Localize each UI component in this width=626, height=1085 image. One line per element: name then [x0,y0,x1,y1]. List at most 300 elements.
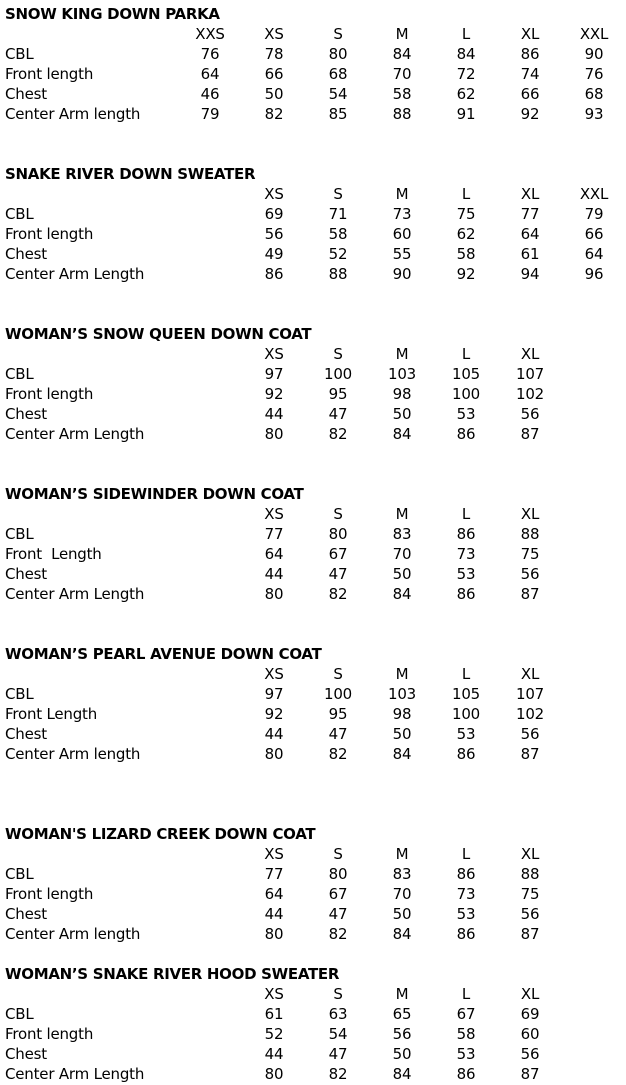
measurement-value: 103 [387,365,417,383]
measurement-value: 53 [456,1045,476,1063]
size-header-cell: XS [264,345,284,363]
measurement-value: 55 [392,245,412,263]
empty-cell [562,724,626,744]
empty-cell [562,584,626,604]
measurement-value: 84 [392,745,412,763]
measurement-row [5,544,626,564]
empty-cell [562,924,626,944]
size-header-cell: XL [520,185,540,203]
size-table [5,664,626,764]
empty-cell [178,424,242,444]
measurement-value: 105 [451,365,481,383]
size-header-cell: L [461,25,471,43]
size-header-cell: M [395,25,409,43]
size-chart-sections [5,4,626,1084]
empty-cell [178,1004,242,1024]
measurement-value: 53 [456,405,476,423]
section-title: SNOW KING DOWN PARKA [5,5,220,23]
measurement-value: 44 [264,905,284,923]
size-header-row [5,664,626,684]
measurement-value: 86 [456,525,476,543]
size-header-cell: XL [520,345,540,363]
measurement-value: 52 [328,245,348,263]
measurement-label: Chest [5,405,47,423]
measurement-value: 92 [520,105,540,123]
measurement-value: 56 [520,565,540,583]
measurement-value: 56 [520,1045,540,1063]
measurement-value: 92 [456,265,476,283]
measurement-value: 100 [451,705,481,723]
measurement-value: 82 [328,925,348,943]
measurement-value: 67 [456,1005,476,1023]
empty-cell [178,684,242,704]
size-chart-section [5,324,626,444]
measurement-value: 84 [392,925,412,943]
empty-cell [562,1044,626,1064]
measurement-row [5,564,626,584]
measurement-value: 47 [328,905,348,923]
measurement-value: 86 [456,425,476,443]
empty-cell [178,1064,242,1084]
empty-cell [178,884,242,904]
measurement-value: 67 [328,545,348,563]
measurement-value: 77 [264,865,284,883]
measurement-value: 80 [264,585,284,603]
size-header-cell: M [395,185,409,203]
empty-cell [178,844,242,864]
measurement-row [5,104,626,124]
size-header-cell: L [461,345,471,363]
measurement-row [5,384,626,404]
empty-cell [5,664,178,684]
measurement-label: Front Length [5,545,102,563]
empty-cell [562,664,626,684]
measurement-value: 69 [264,205,284,223]
measurement-label: Front length [5,1025,94,1043]
measurement-label: CBL [5,205,34,223]
size-header-cell: XXL [579,185,609,203]
empty-cell [178,564,242,584]
empty-cell [178,1044,242,1064]
measurement-value: 93 [584,105,604,123]
size-header-row [5,184,626,204]
size-header-cell: XL [520,25,540,43]
size-header-cell: M [395,345,409,363]
measurement-row [5,884,626,904]
size-header-row [5,344,626,364]
measurement-row [5,84,626,104]
size-header-cell: S [333,185,343,203]
empty-cell [178,224,242,244]
measurement-value: 58 [392,85,412,103]
empty-cell [562,844,626,864]
measurement-value: 61 [264,1005,284,1023]
measurement-value: 100 [323,685,353,703]
empty-cell [178,504,242,524]
size-header-cell: S [333,345,343,363]
measurement-label: Center Arm Length [5,265,145,283]
measurement-value: 56 [520,725,540,743]
size-header-cell: M [395,665,409,683]
measurement-value: 95 [328,385,348,403]
empty-cell [178,724,242,744]
measurement-value: 82 [328,425,348,443]
empty-cell [562,884,626,904]
size-header-cell: XL [520,665,540,683]
empty-cell [178,524,242,544]
measurement-row [5,1064,626,1084]
measurement-value: 80 [264,1065,284,1083]
measurement-value: 53 [456,905,476,923]
measurement-row [5,264,626,284]
measurement-value: 83 [392,525,412,543]
measurement-value: 73 [392,205,412,223]
measurement-value: 71 [328,205,348,223]
size-header-cell: L [461,985,471,1003]
size-chart-section [5,964,626,1084]
measurement-value: 88 [392,105,412,123]
empty-cell [178,204,242,224]
measurement-value: 75 [456,205,476,223]
empty-cell [562,1064,626,1084]
measurement-row [5,924,626,944]
measurement-value: 83 [392,865,412,883]
measurement-row [5,224,626,244]
measurement-value: 84 [392,585,412,603]
measurement-value: 74 [520,65,540,83]
empty-cell [178,864,242,884]
size-header-cell: S [333,665,343,683]
measurement-value: 44 [264,565,284,583]
size-header-cell: XXS [195,25,225,43]
empty-cell [178,404,242,424]
measurement-value: 86 [456,925,476,943]
empty-cell [562,1024,626,1044]
size-table [5,344,626,444]
measurement-value: 94 [520,265,540,283]
measurement-value: 82 [328,585,348,603]
empty-cell [178,924,242,944]
measurement-label: CBL [5,365,34,383]
measurement-value: 56 [264,225,284,243]
empty-cell [562,544,626,564]
measurement-value: 84 [392,425,412,443]
measurement-value: 68 [584,85,604,103]
measurement-value: 63 [328,1005,348,1023]
measurement-value: 105 [451,685,481,703]
section-title: WOMAN'S LIZARD CREEK DOWN COAT [5,825,316,843]
measurement-label: Center Arm Length [5,1065,145,1083]
measurement-value: 80 [328,865,348,883]
measurement-value: 66 [584,225,604,243]
measurement-label: Center Arm length [5,745,141,763]
size-header-cell: L [461,845,471,863]
measurement-value: 100 [451,385,481,403]
measurement-value: 70 [392,885,412,903]
measurement-value: 92 [264,385,284,403]
empty-cell [5,184,178,204]
size-header-cell: S [333,505,343,523]
measurement-value: 73 [456,885,476,903]
measurement-value: 47 [328,405,348,423]
empty-cell [562,904,626,924]
size-header-cell: M [395,985,409,1003]
measurement-label: Center Arm Length [5,425,145,443]
measurement-value: 70 [392,545,412,563]
measurement-row [5,204,626,224]
measurement-value: 80 [264,425,284,443]
measurement-value: 64 [200,65,220,83]
empty-cell [562,404,626,424]
measurement-value: 87 [520,425,540,443]
measurement-value: 80 [328,525,348,543]
size-header-cell: L [461,505,471,523]
measurement-value: 54 [328,85,348,103]
measurement-row [5,64,626,84]
measurement-value: 69 [520,1005,540,1023]
measurement-value: 73 [456,545,476,563]
measurement-value: 44 [264,405,284,423]
measurement-value: 79 [584,205,604,223]
size-header-cell: S [333,845,343,863]
size-header-row [5,984,626,1004]
measurement-value: 97 [264,685,284,703]
size-header-cell: XS [264,665,284,683]
section-title: WOMAN’S SIDEWINDER DOWN COAT [5,485,304,503]
empty-cell [562,984,626,1004]
measurement-value: 92 [264,705,284,723]
measurement-value: 86 [456,865,476,883]
measurement-value: 98 [392,705,412,723]
size-header-cell: XL [520,985,540,1003]
measurement-value: 80 [328,45,348,63]
measurement-value: 60 [520,1025,540,1043]
measurement-label: Chest [5,725,47,743]
measurement-value: 44 [264,725,284,743]
measurement-row [5,244,626,264]
measurement-row [5,724,626,744]
measurement-value: 54 [328,1025,348,1043]
empty-cell [5,984,178,1004]
measurement-value: 52 [264,1025,284,1043]
size-header-cell: XS [264,185,284,203]
size-table [5,844,626,944]
measurement-value: 107 [515,365,545,383]
measurement-value: 84 [392,1065,412,1083]
section-title: SNAKE RIVER DOWN SWEATER [5,165,256,183]
size-header-cell: XL [520,505,540,523]
empty-cell [178,264,242,284]
measurement-value: 64 [520,225,540,243]
measurement-value: 64 [264,885,284,903]
measurement-value: 72 [456,65,476,83]
measurement-value: 56 [520,905,540,923]
measurement-value: 64 [584,245,604,263]
measurement-value: 50 [392,905,412,923]
measurement-value: 96 [584,265,604,283]
measurement-row [5,44,626,64]
measurement-value: 87 [520,1065,540,1083]
measurement-row [5,904,626,924]
measurement-value: 88 [520,525,540,543]
size-chart-document [0,4,626,1085]
measurement-row [5,424,626,444]
measurement-label: Front length [5,385,94,403]
size-chart-section [5,484,626,604]
measurement-value: 86 [456,745,476,763]
measurement-value: 79 [200,105,220,123]
measurement-value: 77 [264,525,284,543]
measurement-label: Front length [5,65,94,83]
measurement-value: 66 [264,65,284,83]
empty-cell [562,704,626,724]
measurement-label: CBL [5,525,34,543]
measurement-value: 95 [328,705,348,723]
empty-cell [178,984,242,1004]
size-header-cell: XS [264,845,284,863]
measurement-value: 46 [200,85,220,103]
measurement-value: 86 [456,1065,476,1083]
empty-cell [562,384,626,404]
measurement-value: 47 [328,565,348,583]
measurement-row [5,1024,626,1044]
measurement-label: Center Arm Length [5,585,145,603]
empty-cell [178,544,242,564]
measurement-value: 50 [392,725,412,743]
measurement-value: 78 [264,45,284,63]
empty-cell [562,424,626,444]
measurement-value: 65 [392,1005,412,1023]
section-title: WOMAN’S SNOW QUEEN DOWN COAT [5,325,312,343]
measurement-value: 97 [264,365,284,383]
measurement-value: 53 [456,565,476,583]
measurement-label: Chest [5,565,47,583]
measurement-value: 67 [328,885,348,903]
measurement-value: 90 [584,45,604,63]
measurement-label: Front length [5,885,94,903]
size-header-cell: XL [520,845,540,863]
size-chart-section [5,644,626,764]
measurement-value: 86 [520,45,540,63]
section-title: WOMAN’S SNAKE RIVER HOOD SWEATER [5,965,340,983]
measurement-value: 50 [392,405,412,423]
empty-cell [178,584,242,604]
measurement-value: 87 [520,585,540,603]
measurement-label: Chest [5,245,47,263]
empty-cell [562,684,626,704]
measurement-value: 50 [264,85,284,103]
measurement-label: Chest [5,85,47,103]
measurement-value: 58 [328,225,348,243]
measurement-value: 84 [456,45,476,63]
section-title: WOMAN’S PEARL AVENUE DOWN COAT [5,645,322,663]
size-header-cell: M [395,845,409,863]
measurement-label: Chest [5,905,47,923]
measurement-value: 75 [520,885,540,903]
empty-cell [178,244,242,264]
measurement-row [5,524,626,544]
measurement-label: Front length [5,225,94,243]
measurement-value: 87 [520,745,540,763]
measurement-value: 102 [515,385,545,403]
measurement-value: 76 [200,45,220,63]
empty-cell [562,744,626,764]
size-table [5,984,626,1084]
empty-cell [5,504,178,524]
measurement-value: 53 [456,725,476,743]
empty-cell [178,384,242,404]
empty-cell [562,864,626,884]
size-header-cell: XS [264,985,284,1003]
size-header-cell: M [395,505,409,523]
empty-cell [562,1004,626,1024]
size-chart-section [5,824,626,944]
empty-cell [178,744,242,764]
measurement-label: CBL [5,1005,34,1023]
size-chart-section [5,164,626,284]
measurement-row [5,1044,626,1064]
empty-cell [562,504,626,524]
measurement-value: 82 [328,745,348,763]
empty-cell [178,904,242,924]
size-header-cell: XS [264,25,284,43]
measurement-value: 64 [264,545,284,563]
measurement-row [5,704,626,724]
measurement-value: 80 [264,925,284,943]
size-table [5,24,626,124]
measurement-value: 88 [520,865,540,883]
measurement-value: 80 [264,745,284,763]
measurement-label: Center Arm length [5,925,141,943]
measurement-value: 61 [520,245,540,263]
measurement-row [5,744,626,764]
measurement-value: 44 [264,1045,284,1063]
size-header-cell: S [333,985,343,1003]
measurement-label: CBL [5,45,34,63]
size-header-row [5,844,626,864]
empty-cell [562,524,626,544]
measurement-value: 47 [328,725,348,743]
size-header-cell: XXL [579,25,609,43]
measurement-value: 87 [520,925,540,943]
measurement-value: 82 [328,1065,348,1083]
measurement-value: 85 [328,105,348,123]
measurement-value: 56 [520,405,540,423]
empty-cell [178,664,242,684]
measurement-value: 86 [264,265,284,283]
measurement-value: 68 [328,65,348,83]
size-header-row [5,24,626,44]
measurement-label: CBL [5,685,34,703]
measurement-value: 107 [515,685,545,703]
empty-cell [5,344,178,364]
measurement-value: 77 [520,205,540,223]
size-chart-section [5,4,626,124]
measurement-value: 66 [520,85,540,103]
empty-cell [178,364,242,384]
measurement-value: 88 [328,265,348,283]
size-header-cell: L [461,665,471,683]
measurement-value: 91 [456,105,476,123]
measurement-value: 56 [392,1025,412,1043]
empty-cell [178,704,242,724]
empty-cell [562,344,626,364]
measurement-value: 50 [392,1045,412,1063]
empty-cell [562,364,626,384]
empty-cell [5,24,178,44]
empty-cell [562,564,626,584]
size-table [5,184,626,284]
